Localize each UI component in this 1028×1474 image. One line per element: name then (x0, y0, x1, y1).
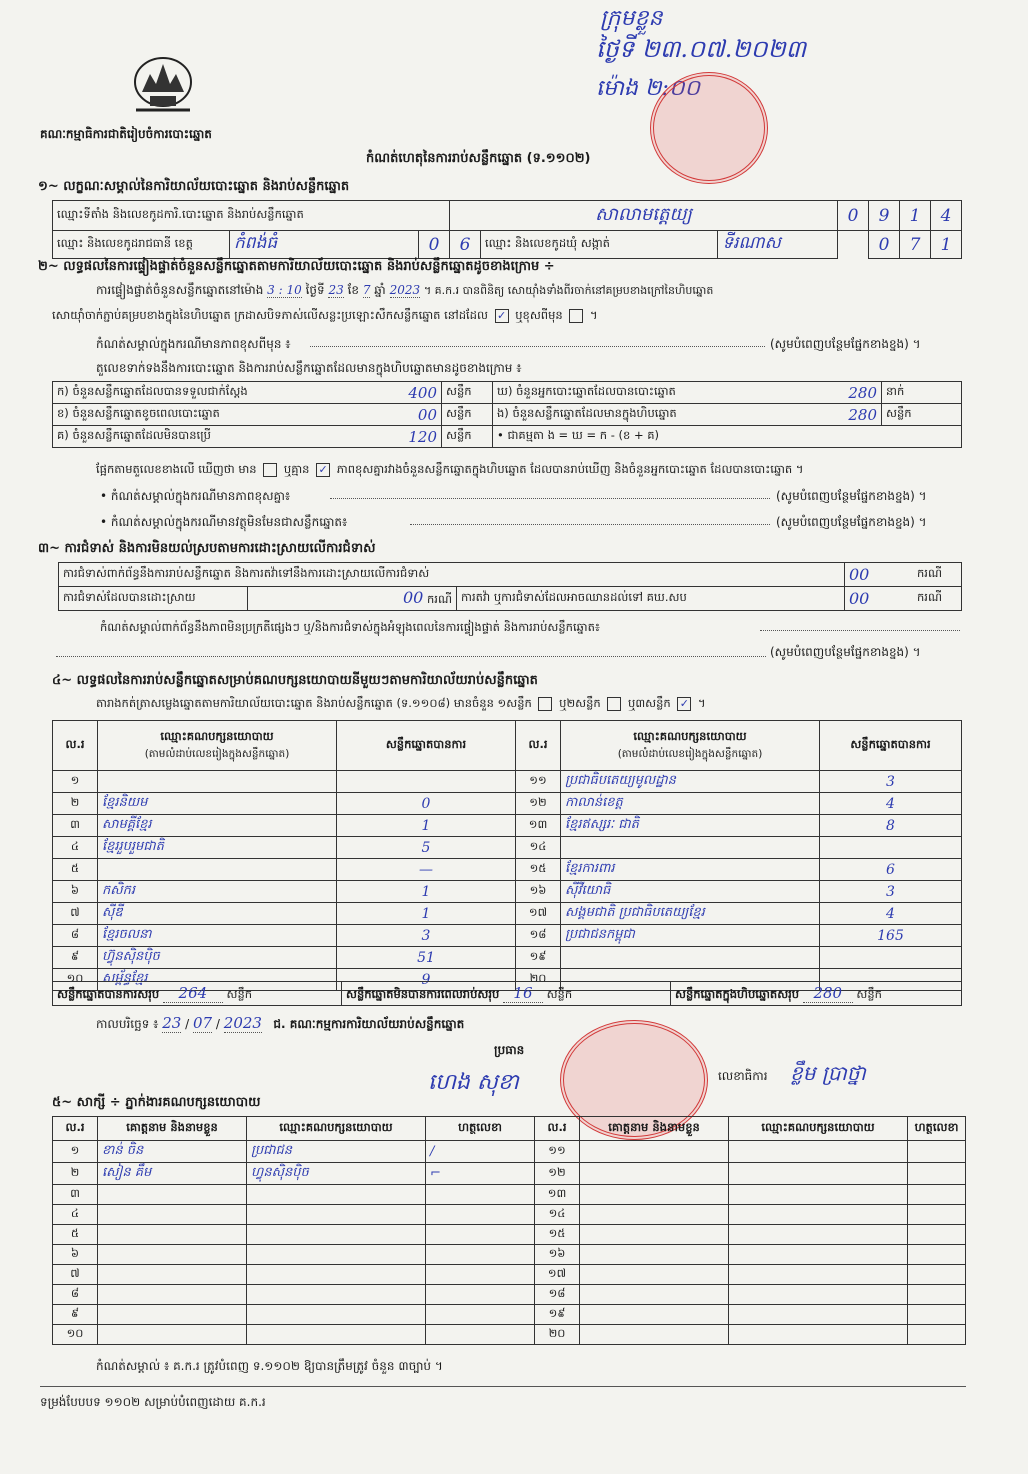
voted-value: 280 (848, 383, 877, 402)
three-sheet-checkbox[interactable]: ✓ (677, 697, 691, 711)
row-no: ១៥ (535, 1225, 580, 1245)
province-code-digit: 6 (450, 231, 481, 259)
org-name: គណៈកម្មាធិការជាតិរៀបចំការបោះឆ្នោត (40, 127, 212, 141)
witness-row (53, 1325, 966, 1345)
unused-value: 120 (408, 427, 437, 446)
row-no: ១ (53, 1141, 98, 1163)
col-sign: ហត្ថលេខា (908, 1117, 966, 1141)
row-no: ១៧ (516, 903, 561, 925)
verification-line: ការផ្ទៀងផ្ទាត់ចំនួនសន្លឹកឆ្នោតនៅម៉ោង 3 : 10 ថ្ងៃទី 23 ខែ 7 ឆ្នាំ 2023 ។ គ.ក.រ បានពិនិត្យ សោយ៉ាំងទាំងពីរចាក់នៅគម្របខាងក្រៅនៃហិបឆ្នោត (96, 283, 714, 297)
station-code-digit: 9 (869, 201, 900, 231)
witness-signature (908, 1163, 966, 1185)
irregularity-end: (សូមបំពេញបន្ថែមផ្នែកខាងខ្នង) ។ (770, 645, 921, 659)
escalated-label: ការតវ៉ា ឬការជំទាស់ដែលអាចឈានដល់ទៅ គឃ.សប (457, 587, 845, 611)
party-votes: 3 (337, 925, 516, 947)
irregularity-line-2 (56, 656, 766, 657)
commune-code-digit: 1 (931, 231, 962, 259)
col-party: ឈ្មោះគណបក្សនយោបាយ (729, 1117, 908, 1141)
witness-name: សៀន គឹម (98, 1163, 247, 1185)
row-no: ១៦ (516, 881, 561, 903)
witness-party (729, 1265, 908, 1285)
row-no: ១៣ (516, 815, 561, 837)
votes-row (53, 837, 962, 859)
official-stamp-top (650, 72, 768, 184)
unit: ករណី (913, 587, 962, 611)
col-no: ល.រ (516, 721, 561, 771)
total-invalid-value: 16 (503, 984, 543, 1003)
unit: សន្លឹក (442, 404, 493, 426)
witness-row (53, 1285, 966, 1305)
witness-party (729, 1185, 908, 1205)
province-value: កំពង់ធំ (230, 231, 419, 259)
col-party: ឈ្មោះគណបក្សនយោបាយ (247, 1117, 426, 1141)
witness-name (580, 1225, 729, 1245)
col-votes: សន្លឹកឆ្នោតបានការ (337, 721, 516, 771)
chair-signature: ហេង សុខា (428, 1070, 519, 1095)
row-no: ១៨ (516, 925, 561, 947)
in-box-value: 280 (848, 405, 877, 424)
witness-party (729, 1305, 908, 1325)
votes-row (53, 925, 962, 947)
witness-signature (908, 1325, 966, 1345)
total-invalid-label: សន្លឹកឆ្នោតមិនបានការពេលរាប់សរុប (346, 986, 500, 1001)
station-code-digit: 1 (900, 201, 931, 231)
resolved-label: ការជំទាស់ដែលបានដោះស្រាយ (59, 587, 248, 611)
party-votes: 1 (337, 903, 516, 925)
witness-party (729, 1163, 908, 1185)
difference-check-line: ផ្អែកតាមតួលេខខាងលើ ឃើញថា មាន ឬគ្មាន ✓ ភាពខុសគ្នារវាងចំនួនសន្លឹកឆ្នោតក្នុងហិបឆ្នោត ដែលបានរាប់ឃើញ និងចំនួនអ្នកបោះឆ្នោត ដែលបានបោះឆ្នោត ។ (96, 462, 804, 476)
figures-table (52, 381, 962, 448)
note-change-label: កំណត់សម្គាល់ក្នុងករណីមានភាពខុសពីមុន ៖ (96, 337, 291, 351)
two-sheet-checkbox[interactable] (607, 697, 621, 711)
row-no: ១៦ (535, 1245, 580, 1265)
col-name: គោត្តនាម និងនាមខ្លួន (580, 1117, 729, 1141)
witness-party (729, 1285, 908, 1305)
witness-row (53, 1265, 966, 1285)
difference-no-checkbox[interactable]: ✓ (316, 463, 330, 477)
tally-sheet-count-line: តារាងកត់ត្រាសម្លេងឆ្នោតតាមការិយាល័យបោះឆ្នោត និងរាប់សន្លឹកឆ្នោត (ទ.១១០៨) មានចំនួន ១សន្លឹក ឬ២សន្លឹក ឬ៣សន្លឹក ✓ ។ (96, 696, 706, 710)
footer-text: ទម្រង់បែបបទ ១១០២ សម្រាប់បំពេញដោយ គ.ក.រ (40, 1395, 266, 1409)
bullet-foreign-line (410, 524, 770, 525)
received-label: ក) ចំនួនសន្លឹកឆ្នោតដែលបានទទួលជាក់ស្តែង (57, 383, 248, 398)
party-name (98, 859, 337, 881)
row-no: ១៤ (535, 1205, 580, 1225)
witness-signature (908, 1225, 966, 1245)
witness-signature (908, 1185, 966, 1205)
witness-name (98, 1245, 247, 1265)
row-no: ៦ (53, 1245, 98, 1265)
unused-label: គ) ចំនួនសន្លឹកឆ្នោតដែលមិនបានប្រើ (57, 427, 211, 442)
witness-table (52, 1116, 966, 1345)
party-name: ខ្មែរការពារ (561, 859, 820, 881)
witness-name: ខាន់ ចិន (98, 1141, 247, 1163)
party-name: ខ្មែរនិយម (98, 793, 337, 815)
row-no: ១៩ (535, 1305, 580, 1325)
witness-signature (426, 1205, 535, 1225)
witness-signature (908, 1245, 966, 1265)
witness-signature (908, 1141, 966, 1163)
row-no: ៧ (53, 1265, 98, 1285)
witness-party: ហ្វុនស៊ិនប៉ិច (247, 1163, 426, 1185)
bullet-end: (សូមបំពេញបន្ថែមផ្នែកខាងខ្នង) ។ (776, 489, 927, 503)
row-no: ១ (53, 771, 98, 793)
row-no: ៣ (53, 815, 98, 837)
party-votes: 3 (820, 881, 962, 903)
witness-row (53, 1185, 966, 1205)
witness-signature (426, 1185, 535, 1205)
province-label: ឈ្មោះ និងលេខកូដរាជធានី ខេត្ត (53, 231, 230, 259)
party-votes: 165 (820, 925, 962, 947)
commune-value: ទីរណាស (718, 231, 838, 259)
witness-party (247, 1185, 426, 1205)
note-change-end: (សូមបំពេញបន្ថែមផ្នែកខាងខ្នង) ។ (770, 337, 921, 351)
section3-title: ៣~ ការជំទាស់ និងការមិនយល់ស្របតាមការដោះស្រាយលើការជំទាស់ (38, 541, 376, 556)
section1-title: ១~ លក្ខណៈសម្គាល់នៃការិយាល័យបោះឆ្នោត និងរាប់សន្លឹកឆ្នោត (38, 179, 350, 194)
spoiled-label: ខ) ចំនួនសន្លឹកឆ្នោតខូចពេលបោះឆ្នោត (57, 405, 220, 420)
commune-code-digit: 7 (900, 231, 931, 259)
date-line: កាលបរិច្ឆេទ ៖ 23 / 07 / 2023 ជ. គណៈកម្មការការិយាល័យរាប់សន្លឹកឆ្នោត (96, 1014, 465, 1032)
witness-party (729, 1205, 908, 1225)
party-name (98, 771, 337, 793)
unit: ករណី (427, 592, 452, 606)
col-name: គោត្តនាម និងនាមខ្លួន (98, 1117, 247, 1141)
witness-row (53, 1141, 966, 1163)
row-no: ២ (53, 1163, 98, 1185)
votes-row (53, 881, 962, 903)
party-votes (820, 947, 962, 969)
party-votes: 1 (337, 881, 516, 903)
row-no: ១២ (516, 793, 561, 815)
party-name: សាមគ្គីខ្មែរ (98, 815, 337, 837)
votes-row (53, 947, 962, 969)
party-name: ស៊ីវីយោធិ (561, 881, 820, 903)
note-change-line (310, 346, 765, 347)
received-value: 400 (408, 383, 437, 402)
polling-station-value: សាលាមត្តេយ្យ (450, 201, 838, 231)
nec-logo (128, 52, 198, 118)
seal-check-line: សោយ៉ាំចាក់ភ្ជាប់គម្របខាងក្នុងនៃហិបឆ្នោត ក្រដាសបិទភាស់លើសន្លះប្រឡោះសឹកសន្លឹកឆ្នោត នៅដដែល ✓ ឬខុសពីមុន ។ (52, 308, 598, 322)
resolved-value: 00 (402, 588, 424, 607)
party-votes (820, 837, 962, 859)
witness-signature: ⌐ (426, 1163, 535, 1185)
party-votes (337, 771, 516, 793)
party-name: ស៊ីឌី (98, 903, 337, 925)
votes-row (53, 815, 962, 837)
party-votes: 0 (337, 793, 516, 815)
row-no: ១៧ (535, 1265, 580, 1285)
section2-title: ២~ លទ្ធផលនៃការផ្ទៀងផ្ទាត់ចំនួនសន្លឹកឆ្នោតតាមការិយាល័យបោះឆ្នោត និងរាប់សន្លឹកឆ្នោតដូចខាងក្រោម ÷ (38, 259, 555, 274)
unit: សន្លឹក (442, 382, 493, 404)
polling-station-label: ឈ្មោះទីតាំង និងលេខកូដការិ.បោះឆ្នោត និងរាប់សន្លឹកឆ្នោត (53, 201, 450, 231)
row-no: ៦ (53, 881, 98, 903)
witness-signature (908, 1205, 966, 1225)
witness-name (580, 1141, 729, 1163)
objection-label: ការជំទាស់ពាក់ព័ន្ធនឹងការរាប់សន្លឹកឆ្នោត និងការតវ៉ាទៅនឹងការដោះស្រាយលើការជំទាស់ (59, 563, 845, 587)
witness-party (729, 1245, 908, 1265)
party-name: ខ្មែរឥស្សរៈ ជាតិ (561, 815, 820, 837)
document-title: កំណត់ហេតុនៃការរាប់សន្លឹកឆ្នោត (ទ.១១០២) (366, 151, 591, 166)
col-no: ល.រ (53, 1117, 98, 1141)
witness-name (580, 1305, 729, 1325)
col-party-sub: (តាមលំដាប់លេខរៀងក្នុងសន្លឹកឆ្នោត) (617, 747, 763, 760)
witness-name (580, 1245, 729, 1265)
verify-month: 7 (362, 283, 371, 297)
row-no: ៣ (53, 1185, 98, 1205)
difference-yes-checkbox[interactable] (263, 463, 277, 477)
col-party: ឈ្មោះគណបក្សនយោបាយ (160, 728, 274, 743)
witness-row (53, 1245, 966, 1265)
unit: នាក់ (882, 382, 962, 404)
witness-signature (908, 1285, 966, 1305)
committee-label: ជ. គណៈកម្មការការិយាល័យរាប់សន្លឹកឆ្នោត (273, 1017, 465, 1031)
witness-signature (908, 1305, 966, 1325)
row-no: ២០ (535, 1325, 580, 1345)
row-no: ១៩ (516, 947, 561, 969)
witness-party (729, 1225, 908, 1245)
bullet-foreign-object: • កំណត់សម្គាល់ក្នុងករណីមានវត្ថុមិនមែនជាសន្លឹកឆ្នោត៖ (100, 515, 348, 529)
formula: • ជាគម្មតា ង = ឃ = ក - (ខ + គ) (493, 426, 962, 448)
witness-signature (426, 1245, 535, 1265)
unit: សន្លឹក (442, 426, 493, 448)
witness-party (247, 1245, 426, 1265)
verify-day: 23 (328, 283, 344, 297)
row-no: ៨ (53, 925, 98, 947)
party-name: កាលាន់ខេត្ត (561, 793, 820, 815)
votes-table (52, 720, 962, 991)
spoiled-value: 00 (417, 405, 437, 424)
party-votes: 1 (337, 815, 516, 837)
bullet-end: (សូមបំពេញបន្ថែមផ្នែកខាងខ្នង) ។ (776, 515, 927, 529)
witness-party (729, 1141, 908, 1163)
witness-signature (426, 1285, 535, 1305)
row-no: ១១ (535, 1141, 580, 1163)
col-no: ល.រ (53, 721, 98, 771)
witness-row (53, 1205, 966, 1225)
voted-label: ឃ) ចំនួនអ្នកបោះឆ្នោតដែលបានបោះឆ្នោត (497, 383, 676, 398)
witness-party (247, 1285, 426, 1305)
objection-table (58, 562, 962, 611)
row-no: ១០ (53, 969, 98, 991)
party-name: ខ្មែររួបរួមជាតិ (98, 837, 337, 859)
witness-signature (426, 1305, 535, 1325)
party-votes: 3 (820, 771, 962, 793)
party-name: ប្រជាជនកម្ពុជា (561, 925, 820, 947)
row-no: ៤ (53, 837, 98, 859)
handwritten-receipt-1: ក្រុមខ្លួន (600, 6, 663, 31)
witness-signature: / (426, 1141, 535, 1163)
row-no: ២ (53, 793, 98, 815)
witness-name (98, 1285, 247, 1305)
party-votes: 4 (820, 793, 962, 815)
row-no: ១៥ (516, 859, 561, 881)
witness-party (729, 1325, 908, 1345)
witness-name (98, 1185, 247, 1205)
witness-signature (426, 1225, 535, 1245)
handwritten-receipt-2: ថ្ងៃទី ២៣.០៧.២០២៣ (596, 35, 807, 63)
commune-label: ឈ្មោះ និងលេខកូដឃុំ សង្កាត់ (481, 231, 718, 259)
party-name: កសិករ (98, 881, 337, 903)
row-no: ១៤ (516, 837, 561, 859)
witness-party (247, 1225, 426, 1245)
witness-party (247, 1265, 426, 1285)
date-day: 23 (162, 1014, 182, 1032)
col-party-sub: (តាមលំដាប់លេខរៀងក្នុងសន្លឹកឆ្នោត) (144, 747, 290, 760)
date-year: 2023 (223, 1014, 262, 1032)
party-name: សម្ព័ន្ធខ្មែរ (98, 969, 337, 991)
witness-party: ប្រជាជន (247, 1141, 426, 1163)
witness-signature (908, 1265, 966, 1285)
witness-name (580, 1205, 729, 1225)
irregularity-line (760, 630, 960, 631)
date-month: 07 (193, 1014, 213, 1032)
seal-changed-checkbox[interactable] (569, 309, 583, 323)
votes-row (53, 859, 962, 881)
witness-name (98, 1325, 247, 1345)
station-code-digit: 0 (838, 201, 869, 231)
col-sign: ហត្ថលេខា (426, 1117, 535, 1141)
witness-party (247, 1205, 426, 1225)
row-no: ១២ (535, 1163, 580, 1185)
bullet-difference-line (330, 498, 770, 499)
verify-time: 3 : 10 (267, 283, 302, 297)
objection-value: 00 (845, 563, 914, 587)
row-no: ១១ (516, 771, 561, 793)
party-votes: 5 (337, 837, 516, 859)
total-valid-label: សន្លឹកឆ្នោតបានការសរុប (57, 986, 160, 1001)
witness-row (53, 1225, 966, 1245)
row-no: ៥ (53, 859, 98, 881)
commune-code-digit: 0 (869, 231, 900, 259)
row-no: ២០ (516, 969, 561, 991)
witness-name (98, 1205, 247, 1225)
footer-divider (40, 1386, 966, 1387)
section5-title: ៥~ សាក្សី ÷ ភ្នាក់ងារគណបក្សនយោបាយ (52, 1095, 261, 1110)
irregularity-note: កំណត់សម្គាល់ពាក់ព័ន្ធនឹងភាពមិនប្រក្រតីផ្សេងៗ ឬ/និងការជំទាស់ក្នុងអំឡុងពេលនៃការផ្ទៀងផ្ទាត់ និងការរាប់សន្លឹកឆ្នោត៖ (100, 620, 600, 634)
party-name (561, 837, 820, 859)
party-name: ខ្មែរចលនា (98, 925, 337, 947)
witness-signature (426, 1265, 535, 1285)
witness-name (98, 1265, 247, 1285)
votes-row (53, 793, 962, 815)
col-no: ល.រ (535, 1117, 580, 1141)
party-votes: 4 (820, 903, 962, 925)
party-votes: 8 (820, 815, 962, 837)
row-no: ១៨ (535, 1285, 580, 1305)
party-votes: — (337, 859, 516, 881)
total-box-label: សន្លឹកឆ្នោតក្នុងហិបឆ្នោតសរុប (675, 986, 800, 1001)
witness-name (580, 1163, 729, 1185)
row-no: ៨ (53, 1285, 98, 1305)
total-valid-value: 264 (163, 984, 223, 1003)
witness-signature (426, 1325, 535, 1345)
witness-name (580, 1285, 729, 1305)
row-no: ៤ (53, 1205, 98, 1225)
party-name (561, 947, 820, 969)
party-votes: 9 (337, 969, 516, 991)
chair-label: ប្រធាន (494, 1043, 525, 1057)
party-votes: 51 (337, 947, 516, 969)
witness-row (53, 1163, 966, 1185)
witness-party (247, 1325, 426, 1345)
witness-name (98, 1225, 247, 1245)
section1-table (52, 200, 962, 259)
witness-name (580, 1325, 729, 1345)
bullet-difference: • កំណត់សម្គាល់ក្នុងករណីមានភាពខុសគ្នា៖ (100, 489, 291, 503)
party-name: ប្រជាធិបតេយ្យមូលដ្ឋាន (561, 771, 820, 793)
witness-party (247, 1305, 426, 1325)
unit: ករណី (913, 563, 962, 587)
secretary-label: លេខាធិការ (718, 1069, 768, 1083)
secretary-signature: ខ្លឹម ប្រាថ្នា (790, 1061, 866, 1085)
row-no: ៩ (53, 1305, 98, 1325)
one-sheet-checkbox[interactable] (538, 697, 552, 711)
row-no: ៥ (53, 1225, 98, 1245)
col-votes: សន្លឹកឆ្នោតបានការ (820, 721, 962, 771)
votes-row (53, 771, 962, 793)
total-box-value: 280 (803, 984, 853, 1003)
province-code-digit: 0 (419, 231, 450, 259)
in-box-label: ង) ចំនួនសន្លឹកឆ្នោតដែលមានក្នុងហិបឆ្នោត (497, 405, 677, 420)
party-votes: 6 (820, 859, 962, 881)
party-name: សង្គមជាតិ ប្រជាធិបតេយ្យខ្មែរ (561, 903, 820, 925)
section4-title: ៤~ លទ្ធផលនៃការរាប់សន្លឹកឆ្នោតសម្រាប់គណបក្សនយោបាយនីមួយៗតាមការិយាល័យរាប់សន្លឹកឆ្នោត (52, 673, 538, 688)
party-name: ហ៊្វុនស៊ិនប៉ិច (98, 947, 337, 969)
witness-name (580, 1265, 729, 1285)
row-no: ៩ (53, 947, 98, 969)
station-code-digit: 4 (931, 201, 962, 231)
figures-intro: តួលេខទាក់ទងនឹងការបោះឆ្នោត និងការរាប់សន្លឹកឆ្នោតដែលមានក្នុងហិបឆ្នោតមានដូចខាងក្រោម ៖ (96, 361, 522, 375)
witness-name (98, 1305, 247, 1325)
row-no: ៧ (53, 903, 98, 925)
handwritten-receipt-3: ម៉ោង ២:០០ (596, 76, 701, 101)
col-party: ឈ្មោះគណបក្សនយោបាយ (633, 728, 747, 743)
votes-row (53, 903, 962, 925)
footnote: កំណត់សម្គាល់ ៖ គ.ក.រ ត្រូវបំពេញ ទ.១១០២ ឱ្យបានត្រឹមត្រូវ ចំនួន ៣ច្បាប់ ។ (96, 1359, 443, 1373)
seal-unchanged-checkbox[interactable]: ✓ (495, 309, 509, 323)
row-no: ១៣ (535, 1185, 580, 1205)
verify-year: 2023 (389, 283, 421, 297)
row-no: ១០ (53, 1325, 98, 1345)
witness-row (53, 1305, 966, 1325)
witness-name (580, 1185, 729, 1205)
escalated-value: 00 (845, 587, 914, 611)
unit: សន្លឹក (882, 404, 962, 426)
totals-table: សន្លឹកឆ្នោតបានការសរុប 264 សន្លឹក សន្លឹកឆ្នោតមិនបានការពេលរាប់សរុប 16 សន្លឹក សន្លឹកឆ្នោតក្នុងហិបឆ្នោតសរុប 280 សន្លឹក (52, 981, 962, 1006)
